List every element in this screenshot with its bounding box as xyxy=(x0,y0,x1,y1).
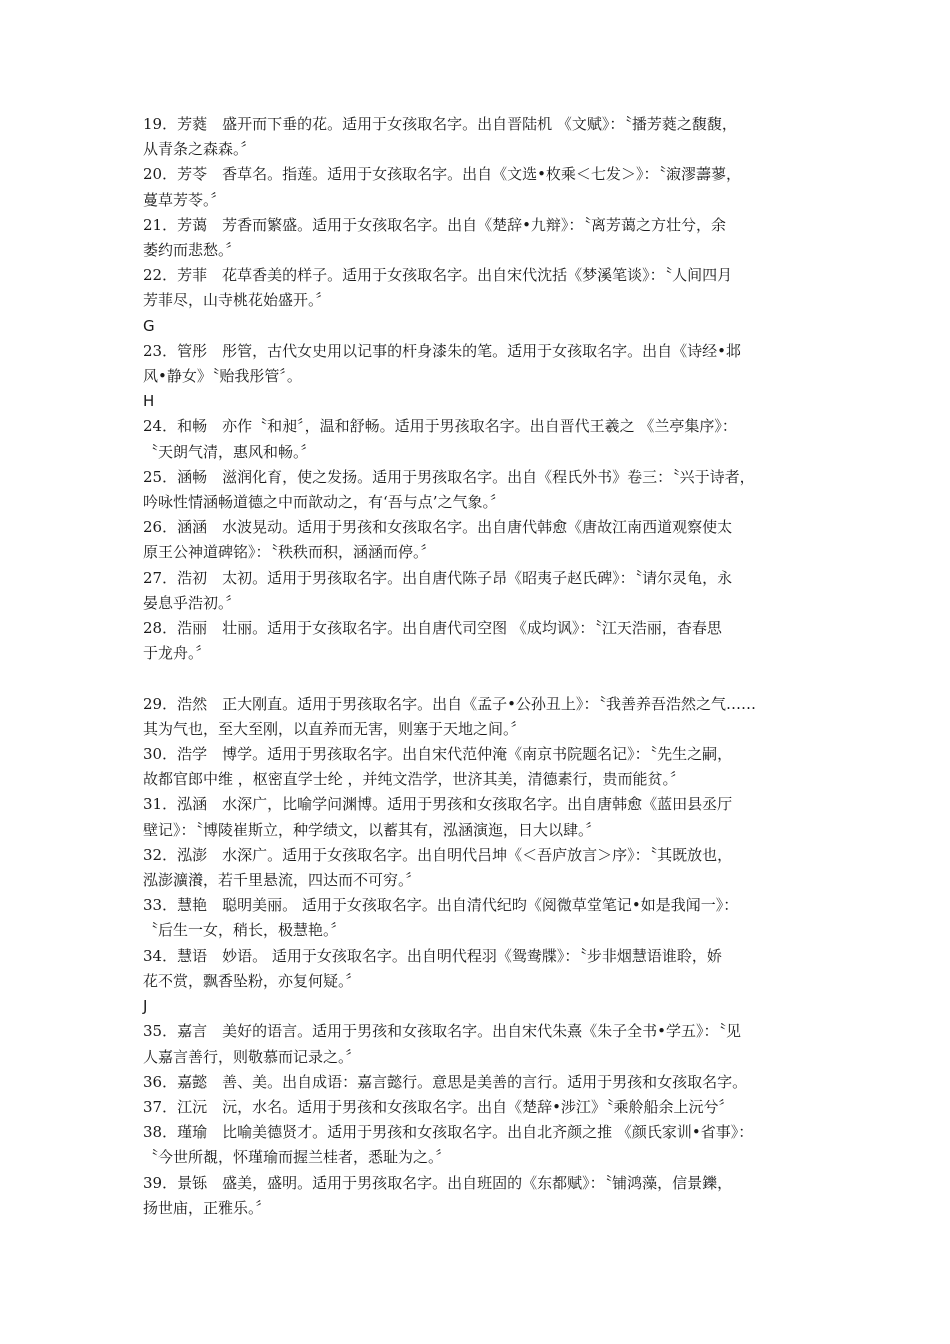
entry-line: 风•静女》〝贻我彤管〞。 xyxy=(143,367,302,386)
entry-line: 36．嘉懿 善、美。出自成语：嘉言懿行。意思是美善的言行。适用于男孩和女孩取名字。 xyxy=(143,1072,748,1091)
entry-line: 〝今世所覩，怀瑾瑜而握兰桂者，悉耻为之。〞 xyxy=(143,1148,451,1167)
entry-line: 23．管彤 彤管，古代女史用以记事的杆身漆朱的笔。适用于女孩取名字。出自《诗经•邶 xyxy=(143,341,741,360)
entry-line: 32．泓澎 水深广。适用于女孩取名字。出自明代吕坤《＜吾庐放言＞序》：〝其既放也， xyxy=(143,845,733,864)
list-item xyxy=(143,213,808,263)
list-item xyxy=(143,692,808,742)
entry-line: 20．芳苓 香草名。指莲。适用于女孩取名字。出自《文选•枚乘＜七发＞》：〝漃漻薵蓼， xyxy=(143,165,741,184)
entry-line: 扬世庙，正雅乐。〞 xyxy=(143,1198,271,1217)
entry-line: 壁记》：〝博陵崔斯立，种学绩文，以蓄其有，泓涵演迤，日大以肆。〞 xyxy=(143,820,601,839)
entry-line: 原王公神道碑铭》：〝秩秩而积，涵涵而停。〞 xyxy=(143,543,436,562)
entry-line: 22．芳菲 花草香美的样子。适用于女孩取名字。出自宋代沈括《梦溪笔谈》：〝人间四月 xyxy=(143,266,733,285)
entry-line: 从青条之森森。〞 xyxy=(143,140,256,159)
list-item xyxy=(143,465,808,515)
list-item xyxy=(143,263,808,313)
entries-section-g xyxy=(143,339,808,389)
section-letter-j: J xyxy=(143,997,148,1016)
entry-line: 晏息乎浩初。〞 xyxy=(143,593,241,612)
entry-line: 蔓草芳苓。〞 xyxy=(143,190,226,209)
entry-line: 21．芳蔼 芳香而繁盛。适用于女孩取名字。出自《楚辞•九辩》：〝离芳蔼之方壮兮，余 xyxy=(143,215,726,234)
entry-line: 〝天朗气清，惠风和畅。〞 xyxy=(143,442,316,461)
document-page xyxy=(143,112,808,1221)
list-item xyxy=(143,162,808,212)
entry-line: 吟咏性情涵畅道德之中而歆动之，有‘吾与点’之气象。〞 xyxy=(143,493,506,512)
entry-line: 其为气也，至大至刚，以直养而无害，则塞于天地之间。〞 xyxy=(143,719,526,738)
entry-line: 28．浩丽 壮丽。适用于女孩取名字。出自唐代司空图 《成均讽》：〝江天浩丽，杳春思 xyxy=(143,619,722,638)
entry-line: 26．涵涵 水波晃动。适用于男孩和女孩取名字。出自唐代韩愈《唐故江南西道观察使太 xyxy=(143,518,733,537)
list-item xyxy=(143,944,808,994)
entries-section-h xyxy=(143,414,808,666)
list-item xyxy=(143,1019,808,1069)
list-item xyxy=(143,742,808,792)
entry-line: 萎约而悲愁。〞 xyxy=(143,241,241,260)
entry-line: 31．泓涵 水深广，比喻学问渊博。适用于男孩和女孩取名字。出自唐韩愈《蓝田县丞厅 xyxy=(143,795,733,814)
entry-line: 泓澎瀇瀁，若千里悬流，四达而不可穷。〞 xyxy=(143,871,421,890)
paragraph-gap xyxy=(143,666,808,691)
list-item xyxy=(143,515,808,565)
list-item xyxy=(143,414,808,464)
entries-section-h-continued xyxy=(143,692,808,994)
entry-line: 花不赏，飘香坠粉，亦复何疑。〞 xyxy=(143,971,361,990)
list-item xyxy=(143,1070,808,1095)
list-item xyxy=(143,893,808,943)
list-item xyxy=(143,339,808,389)
entry-line: 人嘉言善行，则敬慕而记录之。〞 xyxy=(143,1047,361,1066)
list-item xyxy=(143,112,808,162)
list-item xyxy=(143,566,808,616)
section-letter-g: G xyxy=(143,316,155,335)
entry-line: 19．芳蕤 盛开而下垂的花。适用于女孩取名字。出自晋陆机 《文赋》：〝播芳蕤之馥馥， xyxy=(143,115,737,133)
entry-line: 38．瑾瑜 比喻美德贤才。适用于男孩和女孩取名字。出自北齐颜之推 《颜氏家训•省事》： xyxy=(143,1123,754,1142)
entry-line: 25．涵畅 滋润化育，使之发扬。适用于男孩取名字。出自《程氏外书》卷三：〝兴于诗者， xyxy=(143,467,755,486)
entry-line: 故都官郎中维 ，枢密直学士纶 ，并纯文浩学，世济其美，清德素行，贵而能贫。〞 xyxy=(143,770,686,789)
list-item xyxy=(143,616,808,666)
list-item xyxy=(143,843,808,893)
section-letter-h: H xyxy=(143,392,155,411)
entry-line: 35．嘉言 美好的语言。适用于男孩和女孩取名字。出自宋代朱熹《朱子全书•学五》：〝见 xyxy=(143,1022,741,1041)
entry-line: 30．浩学 博学。适用于男孩取名字。出自宋代范仲淹《南京书院题名记》：〝先生之嗣， xyxy=(143,745,733,764)
entry-line: 34．慧语 妙语。 适用于女孩取名字。出自明代程羽《鸳鸯牒》：〝步非烟慧语谁聆，娇 xyxy=(143,946,722,965)
list-item xyxy=(143,1095,808,1120)
entry-line: 39．景铄 盛美，盛明。适用于男孩取名字。出自班固的《东都赋》：〝铺鸿藻，信景鑠， xyxy=(143,1173,733,1192)
list-item xyxy=(143,1120,808,1170)
entry-line: 27．浩初 太初。适用于男孩取名字。出自唐代陈子昂《昭夷子赵氏碑》：〝请尔灵龟，永 xyxy=(143,568,733,587)
entry-line: 〝后生一女，稍长，极慧艳。〞 xyxy=(143,921,346,940)
entry-line: 于龙舟。〞 xyxy=(143,644,211,663)
entry-line: 24．和畅 亦作〝和昶〞，温和舒畅。适用于男孩取名字。出自晋代王羲之 《兰亭集序》： xyxy=(143,417,737,436)
entry-line: 29．浩然 正大刚直。适用于男孩取名字。出自《孟子•公孙丑上》：〝我善养吾浩然之气…… xyxy=(143,694,756,713)
list-item xyxy=(143,1171,808,1221)
entry-line: 33．慧艳 聪明美丽。 适用于女孩取名字。出自清代纪昀《阅微草堂笔记•如是我闻一》： xyxy=(143,896,739,915)
list-item xyxy=(143,792,808,842)
entry-line: 37．江沅 沅，水名。适用于男孩和女孩取名字。出自《楚辞•涉江》〝乘舲船余上沅兮〞 xyxy=(143,1097,734,1116)
entry-line: 芳菲尽，山寺桃花始盛开。〞 xyxy=(143,291,331,310)
entries-section-f xyxy=(143,112,808,314)
entries-section-j xyxy=(143,1019,808,1221)
